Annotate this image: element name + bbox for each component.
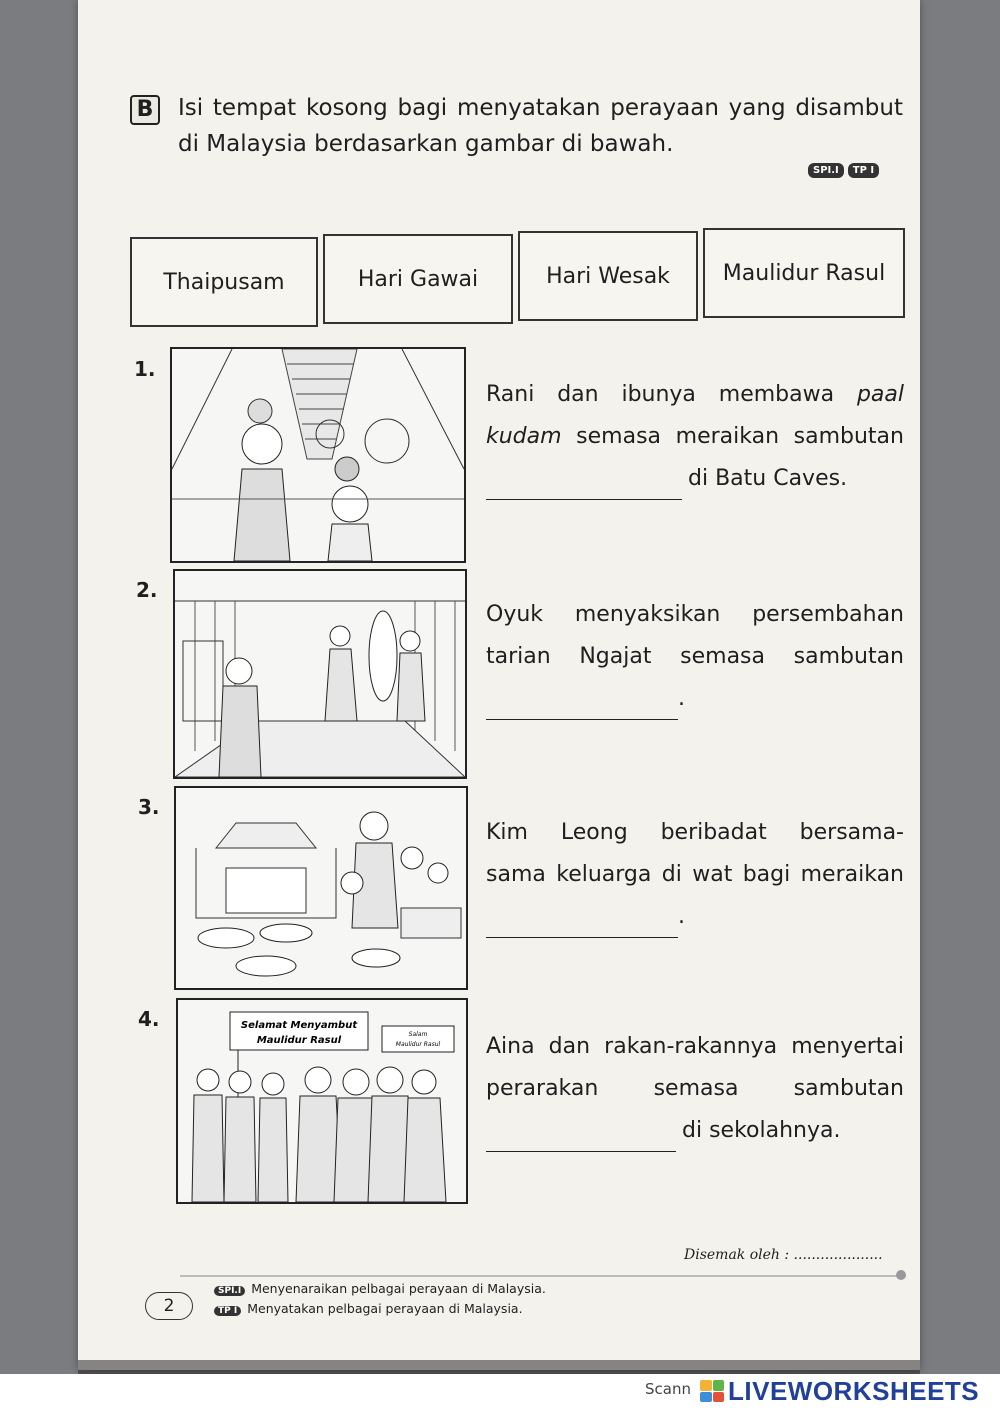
liveworksheets-logo-icon bbox=[700, 1380, 724, 1402]
page-number: 2 bbox=[145, 1292, 193, 1320]
word-bank-maulidur-rasul[interactable] bbox=[703, 228, 905, 318]
scan-text: Scann bbox=[645, 1380, 691, 1398]
footer-note-text: Menyatakan pelbagai perayaan di Malaysia. bbox=[247, 1301, 523, 1316]
gawai-illustration bbox=[175, 571, 465, 777]
footer-note bbox=[214, 1300, 546, 1320]
skill-badges bbox=[808, 163, 879, 178]
page-shadow bbox=[78, 1360, 920, 1374]
footer-dot bbox=[896, 1270, 906, 1280]
word-bank-hari-wesak[interactable] bbox=[518, 231, 698, 321]
q2-line-2: tarian Ngajat semasa sambutan bbox=[486, 644, 904, 669]
instruction-text: Isi tempat kosong bagi menyatakan perayaan yang disambut di Malaysia berdasarkan gambar di bawah. bbox=[178, 95, 903, 157]
q4-line-1: Aina dan rakan-rakannya menyertai bbox=[486, 1034, 904, 1059]
footer-badge: TP I bbox=[214, 1306, 241, 1316]
word-bank-hari-gawai[interactable] bbox=[323, 234, 513, 324]
liveworksheets-brand: LIVEWORKSHEETS bbox=[728, 1376, 980, 1406]
q1-line-1: Rani dan ibunya membawa bbox=[486, 382, 857, 407]
word-label: Thaipusam bbox=[163, 269, 285, 295]
q1-italic-term: paal bbox=[856, 382, 904, 407]
q2-period: . bbox=[678, 686, 685, 711]
banner-main-line-2: Maulidur Rasul bbox=[256, 1035, 342, 1046]
q4-line-3: di sekolahnya. bbox=[682, 1118, 841, 1143]
question-number: 2. bbox=[136, 578, 158, 602]
question-number: 4. bbox=[138, 1007, 160, 1031]
word-label: Hari Gawai bbox=[357, 266, 479, 292]
question-2-text bbox=[486, 594, 904, 720]
footer-note bbox=[214, 1280, 546, 1300]
picture-gawai bbox=[173, 569, 467, 779]
picture-wesak bbox=[174, 786, 468, 990]
question-1-text bbox=[486, 374, 904, 500]
q3-line-1: Kim Leong beribadat bersama- bbox=[486, 820, 904, 845]
picture-thaipusam bbox=[170, 347, 466, 563]
tp-badge: TP I bbox=[848, 163, 879, 178]
thaipusam-illustration bbox=[172, 349, 464, 561]
question-number: 3. bbox=[138, 795, 160, 819]
question-3-text bbox=[486, 812, 904, 938]
question-4-text bbox=[486, 1026, 904, 1152]
q1-italic-term-2: kudam bbox=[486, 424, 562, 449]
footer-divider bbox=[180, 1275, 902, 1277]
answer-blank-3[interactable] bbox=[486, 911, 678, 938]
q1-line-3: di Batu Caves. bbox=[688, 466, 848, 491]
footer-badge: SPI.I bbox=[214, 1286, 245, 1296]
q3-period: . bbox=[678, 904, 685, 929]
word-label: Maulidur Rasul bbox=[722, 260, 886, 286]
answer-blank-4[interactable] bbox=[486, 1125, 676, 1152]
maulidur-illustration bbox=[178, 1000, 466, 1202]
answer-blank-2[interactable] bbox=[486, 693, 678, 720]
q2-line-1: Oyuk menyaksikan persembahan bbox=[486, 602, 904, 627]
q3-line-2: sama keluarga di wat bagi meraikan bbox=[486, 862, 904, 887]
footer-note-text: Menyenaraikan pelbagai perayaan di Malaysia. bbox=[251, 1281, 546, 1296]
wesak-illustration bbox=[176, 788, 466, 988]
word-bank-thaipusam[interactable] bbox=[130, 237, 318, 327]
section-letter: B bbox=[130, 95, 160, 125]
q1-line-2: semasa meraikan sambutan bbox=[561, 424, 904, 449]
spi-badge: SPI.I bbox=[808, 163, 844, 178]
checked-by: Disemak oleh : .................... bbox=[684, 1247, 883, 1263]
footer-notes bbox=[214, 1280, 546, 1320]
word-label: Hari Wesak bbox=[546, 263, 670, 289]
answer-blank-1[interactable] bbox=[486, 473, 682, 500]
banner-main-line-1: Selamat Menyambut bbox=[240, 1020, 358, 1031]
question-number: 1. bbox=[134, 357, 156, 381]
banner-small-line-2: Maulidur Rasul bbox=[395, 1041, 441, 1048]
picture-maulidur-rasul bbox=[176, 998, 468, 1204]
q4-line-2: perarakan semasa sambutan bbox=[486, 1076, 904, 1101]
banner-small-line-1: Salam bbox=[408, 1031, 428, 1038]
